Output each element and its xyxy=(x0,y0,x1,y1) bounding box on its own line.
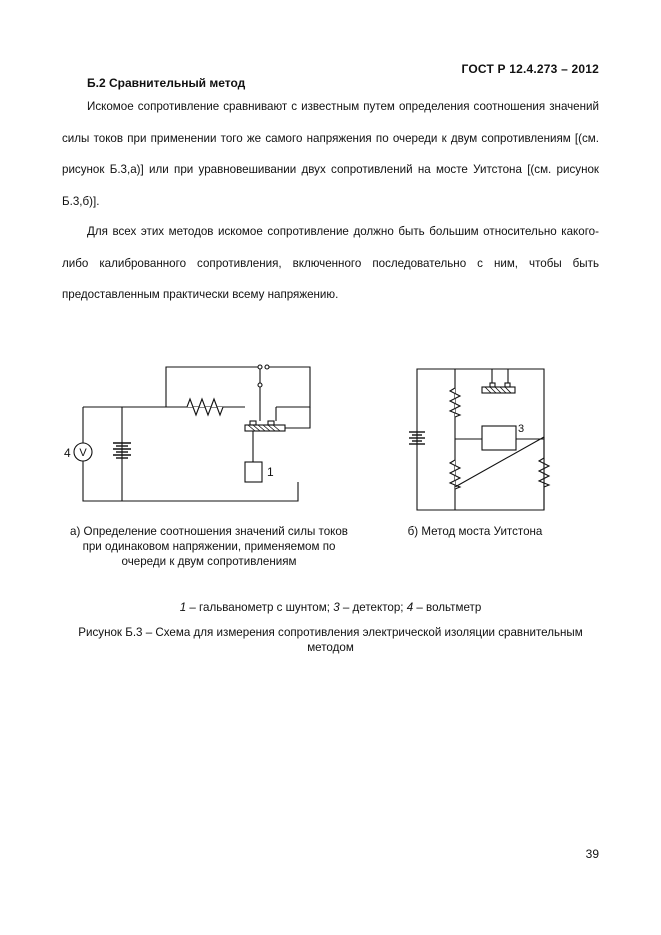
figure-b-circuit xyxy=(400,355,580,515)
voltmeter-v-label: V xyxy=(79,447,87,459)
caption-b: б) Метод моста Уитстона xyxy=(407,525,543,538)
figure-a-circuit xyxy=(55,355,345,515)
detector-symbol xyxy=(482,426,516,450)
legend-num-3: 3 xyxy=(333,601,340,614)
wire-switch-top xyxy=(166,367,310,407)
caption-a: а) Определение соотношения значений силы токов при одинаковом напряжении, применяемом по очереди к двум сопротивлениям xyxy=(70,525,348,568)
page-number: 39 xyxy=(585,847,599,861)
legend-num-1: 1 xyxy=(179,601,187,614)
legend-text-3: – детектор; xyxy=(339,601,407,614)
detector-number: 3 xyxy=(518,423,525,435)
legend-num-4: 4 xyxy=(406,601,414,614)
paragraph-1: Искомое сопротивление сравнивают с известным путем определения соотношения значений силы токов при применении того же самого напряжения по очереди к двум сопротивлениям [(см. рисунок Б.3,а)] или при уравновешивании двух сопротивлений на мосте Уитстона [(см. рисунок Б.3,б)]. xyxy=(62,100,599,208)
figure-legend xyxy=(62,601,599,614)
resistor-symbol xyxy=(183,399,227,415)
section-title: Б.2 Сравнительный метод xyxy=(87,76,246,90)
paragraph-2: Для всех этих методов искомое сопротивление должно быть большим относительно какого-либо калиброванного сопротивления, включенного последовательно с ним, чтобы быть предоставленным практически всему напряжению. xyxy=(62,225,599,301)
wire-left xyxy=(83,407,298,501)
voltmeter-number: 4 xyxy=(64,446,71,460)
galvanometer-symbol xyxy=(245,462,262,482)
document-header: ГОСТ Р 12.4.273 – 2012 xyxy=(461,62,599,76)
figure-title: Рисунок Б.3 – Схема для измерения сопротивления электрической изоляции сравнительным методом xyxy=(78,626,583,654)
legend-text-4: – вольтметр xyxy=(413,601,482,614)
bridge-resistor-top xyxy=(450,388,460,417)
legend-text-1: – гальванометр с шунтом; xyxy=(186,601,334,614)
galvanometer-number: 1 xyxy=(267,465,274,479)
